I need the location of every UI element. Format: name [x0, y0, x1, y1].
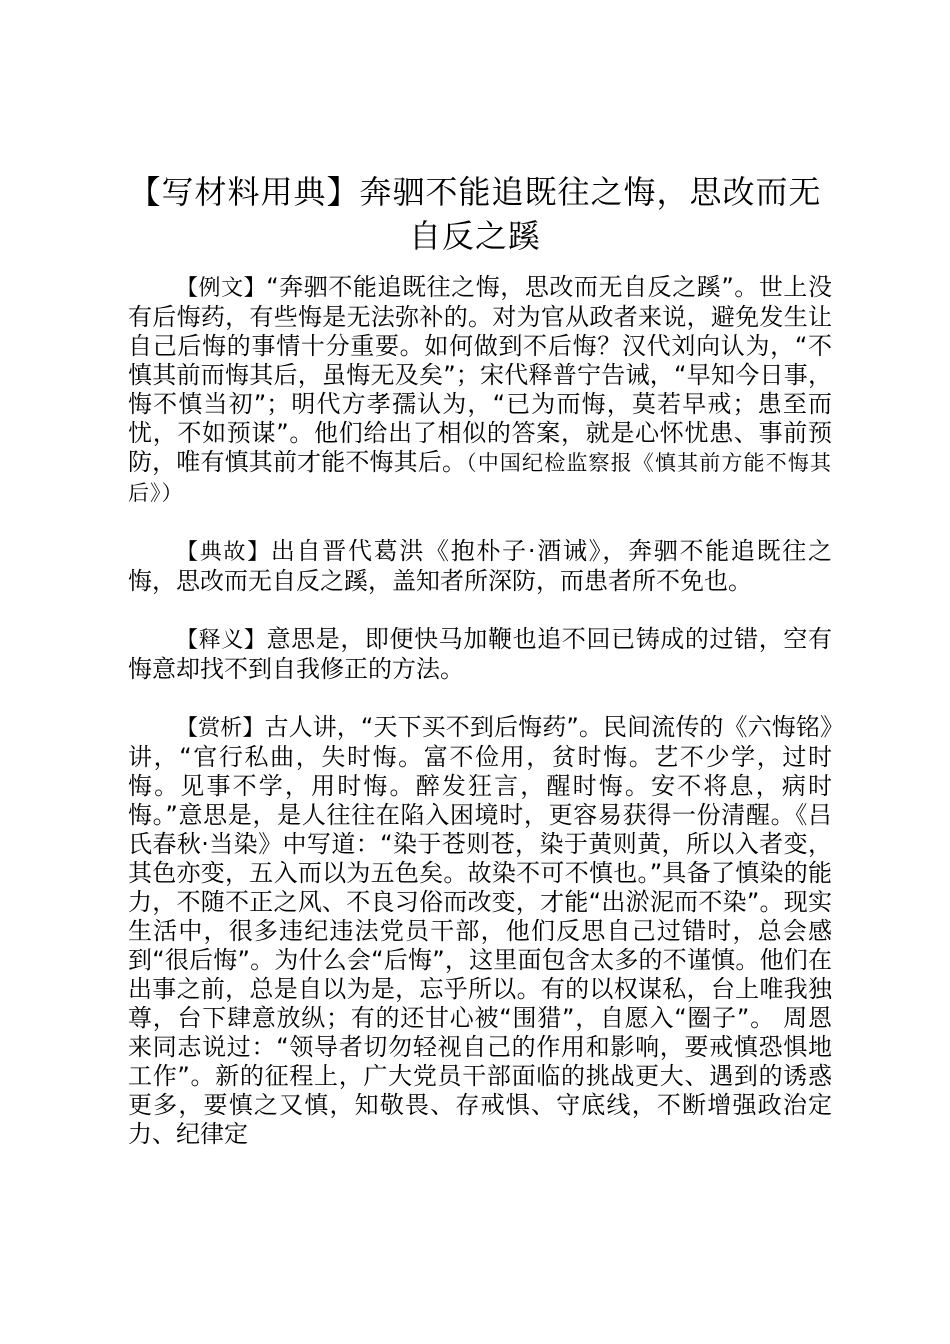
page-title: 【写材料用典】奔驷不能追既往之悔，思改而无自反之蹊	[128, 173, 822, 255]
paragraph-allusion	[128, 537, 832, 596]
section-tag-allusion: 【典故】	[176, 540, 271, 565]
paragraph-meaning-text: 意思是，即便快马加鞭也追不回已铸成的过错，空有悔意却找不到自我修正的方法。	[128, 625, 832, 683]
source-citation: （中国纪检监察报《慎其前方能不悔其后》）	[128, 451, 833, 505]
paragraph-meaning	[128, 625, 832, 684]
paragraph-analysis	[128, 713, 832, 1149]
section-tag-example: 【例文】	[176, 276, 267, 301]
paragraph-allusion-text: 出自晋代葛洪《抱朴子·酒诫》，奔驷不能追既往之悔，思改而无自反之蹊，盖知者所深防，而患者所不免也。	[128, 537, 832, 595]
paragraph-example	[128, 273, 832, 508]
paragraph-analysis-text: 古人讲，“天下买不到后悔药”。民间流传的《六悔铭》讲，“官行私曲，失时悔。富不俭用，贫时悔。艺不少学，过时悔。见事不学，用时悔。醉发狂言，醒时悔。安不将息，病时悔。”意思是，是人往往在陷入困境时，更容易获得一份清醒。《吕氏春秋·当染》中写道：“染于苍则苍，染于黄则黄，所以入者变，其色亦变，五入而以为五色矣。故染不可不慎也。”具备了慎染的能力，不随不正之风、不良习俗而改变，才能“出淤泥而不染”。现实生活中，很多违纪违法党员干部，他们反思自己过错时，总会感到“很后悔”。为什么会“后悔”，这里面包含太多的不谨慎。他们在出事之前，总是自以为是，忘乎所以。有的以权谋私，台上唯我独尊，台下肆意放纵；有的还甘心被“围猎”，自愿入“圈子”。 周恩来同志说过：“领导者切勿轻视自己的作用和影响，要戒慎恐惧地工作”。新的征程上，广大党员干部面临的挑战更大、遇到的诱惑更多，要慎之又慎，知敬畏、存戒惧、守底线，不断增强政治定力、纪律定	[128, 713, 832, 1148]
section-tag-analysis: 【赏析】	[176, 716, 265, 741]
section-tag-meaning: 【释义】	[176, 628, 267, 653]
article-body	[128, 273, 832, 1149]
paragraph-example-text: “奔驷不能追既往之悔，思改而无自反之蹊”。世上没有后悔药，有些悔是无法弥补的。对为官从政者来说，避免发生让自己后悔的事情十分重要。如何做到不后悔？汉代刘向认为，“不慎其前而悔其后，虽悔无及矣”；宋代释普宁告诫，“早知今日事，悔不慎当初”；明代方孝孺认为，“已为而悔，莫若早戒；患至而忧，不如预谋”。他们给出了相似的答案，就是心怀忧患、事前预防，唯有慎其前才能不悔其后。	[128, 273, 832, 476]
